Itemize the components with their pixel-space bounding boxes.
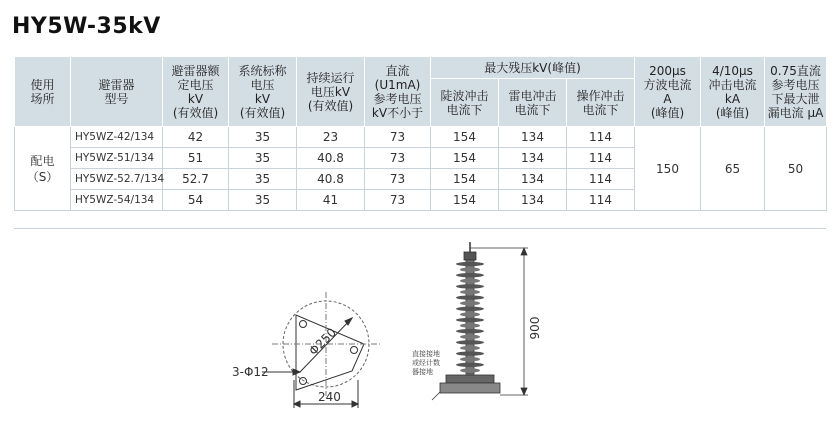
ground-lead bbox=[432, 392, 440, 400]
leakage-cell: 50 bbox=[765, 127, 827, 211]
dc-ref-voltage-cell: 73 bbox=[365, 169, 431, 190]
header-residual-group-text: 最大残压kV(峰值) bbox=[484, 60, 581, 75]
steep-wave-cell: 154 bbox=[431, 127, 499, 148]
insulator-shed bbox=[460, 267, 480, 271]
ground-note-line: 直接接地 bbox=[412, 350, 440, 358]
dc-ref-voltage-cell: 73 bbox=[365, 190, 431, 211]
square-wave-cell: 150 bbox=[635, 127, 701, 211]
steep-wave-cell: 154 bbox=[431, 190, 499, 211]
switching-cell: 114 bbox=[567, 148, 635, 169]
arrow-head-icon bbox=[521, 248, 527, 255]
usage-cell bbox=[15, 127, 71, 211]
top-cap bbox=[464, 252, 476, 260]
rated-voltage-cell: 54 bbox=[163, 190, 229, 211]
insulator-shed bbox=[456, 340, 484, 344]
model-cell: HY5WZ-42/134 bbox=[71, 127, 163, 148]
switching-cell: 114 bbox=[567, 190, 635, 211]
switching-cell: 114 bbox=[567, 169, 635, 190]
insulator-shed bbox=[460, 312, 480, 316]
page-title: HY5W-35kV bbox=[12, 14, 161, 39]
header-residual-group bbox=[431, 57, 635, 79]
insulator-shed bbox=[460, 290, 480, 294]
insulator-shed bbox=[460, 368, 480, 372]
ground-note-line: 器接地 bbox=[412, 368, 433, 376]
header-impulse-current bbox=[701, 57, 765, 127]
continuous-voltage-cell: 40.8 bbox=[297, 148, 365, 169]
header-steep-wave-text: 陡波冲击 电流下 bbox=[440, 88, 489, 117]
header-usage bbox=[15, 57, 71, 127]
model-cell: HY5WZ-51/134 bbox=[71, 148, 163, 169]
insulator-shed bbox=[460, 301, 480, 305]
header-square-wave bbox=[635, 57, 701, 127]
model-cell: HY5WZ-52.7/134 bbox=[71, 169, 163, 190]
header-leakage-text: 0.75直流 参考电压 下最大泄 漏电流 μA bbox=[767, 63, 824, 120]
table-bottom-rule bbox=[14, 228, 826, 229]
ground-note-line: 或经计数 bbox=[412, 359, 440, 367]
width-label: 240 bbox=[318, 390, 341, 404]
arrow-head-icon bbox=[294, 401, 300, 407]
header-leakage bbox=[765, 57, 827, 127]
lightning-cell: 134 bbox=[499, 127, 567, 148]
header-rated-voltage bbox=[163, 57, 229, 127]
header-model-text: 避雷器 型号 bbox=[98, 77, 135, 106]
header-dc-ref-voltage bbox=[365, 57, 431, 127]
header-impulse-current-text: 4/10μs 冲击电流 kA (峰值) bbox=[708, 63, 757, 120]
rated-voltage-cell: 51 bbox=[163, 148, 229, 169]
insulator-shed bbox=[460, 357, 480, 361]
arrester-drawing bbox=[0, 232, 838, 425]
header-continuous-voltage bbox=[297, 57, 365, 127]
model-cell: HY5WZ-54/134 bbox=[71, 190, 163, 211]
header-steep-wave bbox=[431, 79, 499, 127]
insulator-shed bbox=[460, 279, 480, 283]
header-model bbox=[71, 57, 163, 127]
continuous-voltage-cell: 23 bbox=[297, 127, 365, 148]
insulator-shed bbox=[456, 351, 484, 355]
insulator-shed bbox=[456, 295, 484, 299]
rated-voltage-cell: 42 bbox=[163, 127, 229, 148]
impulse-current-cell: 65 bbox=[701, 127, 765, 211]
bottom-flange bbox=[446, 375, 494, 383]
mount-hole bbox=[300, 378, 307, 385]
base-plate-side bbox=[440, 383, 500, 393]
header-system-voltage-text: 系统标称 电压 kV (有效值) bbox=[238, 63, 287, 120]
header-system-voltage bbox=[229, 57, 297, 127]
steep-wave-cell: 154 bbox=[431, 148, 499, 169]
dc-ref-voltage-cell: 73 bbox=[365, 148, 431, 169]
holes-label: 3-Φ12 bbox=[232, 365, 269, 379]
rated-voltage-cell: 52.7 bbox=[163, 169, 229, 190]
lightning-cell: 134 bbox=[499, 169, 567, 190]
mount-hole bbox=[300, 321, 307, 328]
insulator-shed bbox=[456, 318, 484, 322]
header-rated-voltage-text: 避雷器额 定电压 kV (有效值) bbox=[171, 63, 220, 120]
header-lightning-text: 雷电冲击 电流下 bbox=[508, 88, 557, 117]
system-voltage-cell: 35 bbox=[229, 169, 297, 190]
insulator-shed bbox=[456, 307, 484, 311]
arrow-head-icon bbox=[352, 401, 358, 407]
lightning-cell: 134 bbox=[499, 148, 567, 169]
insulator-shed bbox=[456, 284, 484, 288]
arrow-head-icon bbox=[521, 388, 527, 395]
height-label: 900 bbox=[528, 316, 542, 340]
spec-table bbox=[14, 56, 827, 211]
lightning-cell: 134 bbox=[499, 190, 567, 211]
insulator-shed bbox=[460, 323, 480, 327]
header-usage-text: 使用 场所 bbox=[30, 77, 55, 106]
header-dc-ref-voltage-text: 直流 (U1mA) 参考电压 kV不小于 bbox=[371, 63, 424, 120]
steep-wave-cell: 154 bbox=[431, 169, 499, 190]
insulator-shed bbox=[460, 346, 480, 350]
insulator-shed bbox=[456, 363, 484, 367]
usage-value: 配电 （S） bbox=[26, 153, 59, 184]
header-switching-text: 操作冲击 电流下 bbox=[576, 88, 625, 117]
insulator-shed bbox=[456, 329, 484, 333]
system-voltage-cell: 35 bbox=[229, 190, 297, 211]
header-square-wave-text: 200μs 方波电流 A (峰值) bbox=[643, 63, 692, 120]
continuous-voltage-cell: 40.8 bbox=[297, 169, 365, 190]
mount-hole bbox=[351, 347, 358, 354]
insulator-shed bbox=[460, 335, 480, 339]
switching-cell: 114 bbox=[567, 127, 635, 148]
system-voltage-cell: 35 bbox=[229, 148, 297, 169]
dc-ref-voltage-cell: 73 bbox=[365, 127, 431, 148]
diameter-label: Φ250 bbox=[306, 325, 340, 359]
continuous-voltage-cell: 41 bbox=[297, 190, 365, 211]
header-lightning bbox=[499, 79, 567, 127]
header-continuous-voltage-text: 持续运行 电压kV (有效值) bbox=[306, 70, 355, 113]
header-switching bbox=[567, 79, 635, 127]
system-voltage-cell: 35 bbox=[229, 127, 297, 148]
insulator-shed bbox=[456, 273, 484, 277]
insulator-shed bbox=[456, 262, 484, 266]
